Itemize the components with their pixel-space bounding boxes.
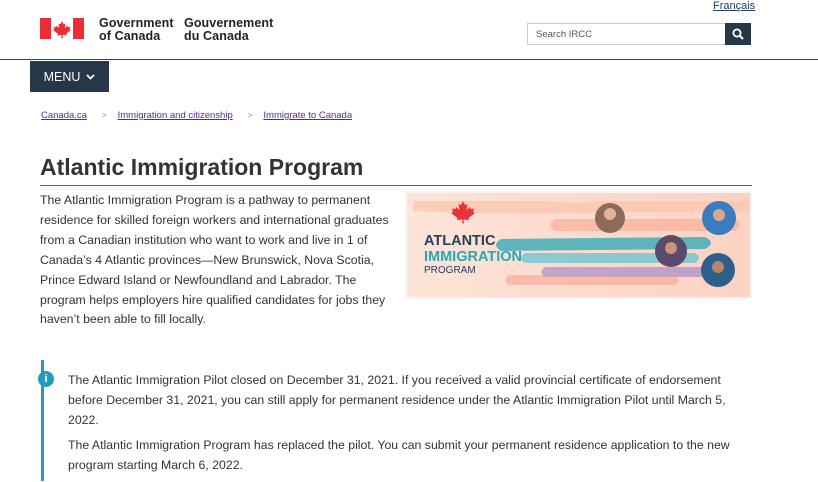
chevron-down-icon — [86, 74, 95, 80]
breadcrumb-link-immigration[interactable]: Immigration and citizenship — [117, 110, 233, 121]
banner-line3: PROGRAM — [424, 265, 476, 276]
banner-line2: IMMIGRATION — [424, 249, 522, 265]
notice-paragraph-1: The Atlantic Immigration Pilot closed on December 31, 2021. If you received a valid provincial certificate of endorsement before December 31, 2021, you can still apply for permanent residence under the Atlantic Immigration Pilot until March 5, 2022. — [68, 373, 726, 427]
banner-line1: ATLANTIC — [424, 233, 496, 249]
search-button[interactable] — [725, 23, 751, 45]
breadcrumb-link-canada[interactable]: Canada.ca — [41, 110, 87, 121]
language-toggle-link[interactable]: Français — [713, 0, 756, 12]
person-photo-1-face — [604, 208, 616, 220]
signature-en-line2: of Canada — [99, 28, 161, 43]
breadcrumb-separator-icon: > — [101, 111, 107, 120]
title-underline — [40, 185, 752, 186]
signature-en-line1: Government — [99, 16, 174, 30]
notice-paragraph-2: The Atlantic Immigration Program has replaced the pilot. You can submit your permanent residence application to the new program starting March 6, 2022. — [68, 438, 730, 472]
person-photo-2-face — [713, 209, 725, 221]
menu-button[interactable] — [30, 61, 109, 92]
info-icon: i — [38, 371, 54, 387]
breadcrumb — [41, 110, 352, 121]
person-photo-3-face — [665, 242, 677, 254]
breadcrumb-link-immigrate[interactable]: Immigrate to Canada — [263, 110, 353, 121]
menu-label: MENU — [43, 69, 81, 84]
gc-signature-en[interactable] — [99, 17, 174, 42]
banner-graphic — [405, 191, 752, 299]
header-divider — [0, 59, 818, 60]
intro-paragraph: The Atlantic Immigration Program is a pathway to permanent residence for skilled foreign workers and international graduates from a Canadian institution who want to work and live in 1 of Canada’s 4 Atlantic provinces—New Brunswick, Nova Scotia, Prince Edward Island or Newfoundland and Labrador. The program helps employers hire qualified candidates for jobs they haven’t been able to fill locally. — [40, 193, 389, 327]
page-title: Atlantic Immigration Program — [40, 154, 364, 180]
search-input[interactable] — [528, 24, 734, 44]
signature-fr-line2: du Canada — [184, 28, 249, 43]
search-icon — [732, 28, 744, 40]
gc-signature-fr[interactable] — [184, 17, 273, 42]
canada-flag-icon[interactable] — [40, 18, 84, 39]
person-photo-4-face — [712, 261, 724, 273]
breadcrumb-separator-icon: > — [247, 111, 253, 120]
search-box — [527, 23, 751, 45]
program-banner-image — [405, 191, 752, 299]
signature-fr-line1: Gouvernement — [184, 16, 274, 30]
